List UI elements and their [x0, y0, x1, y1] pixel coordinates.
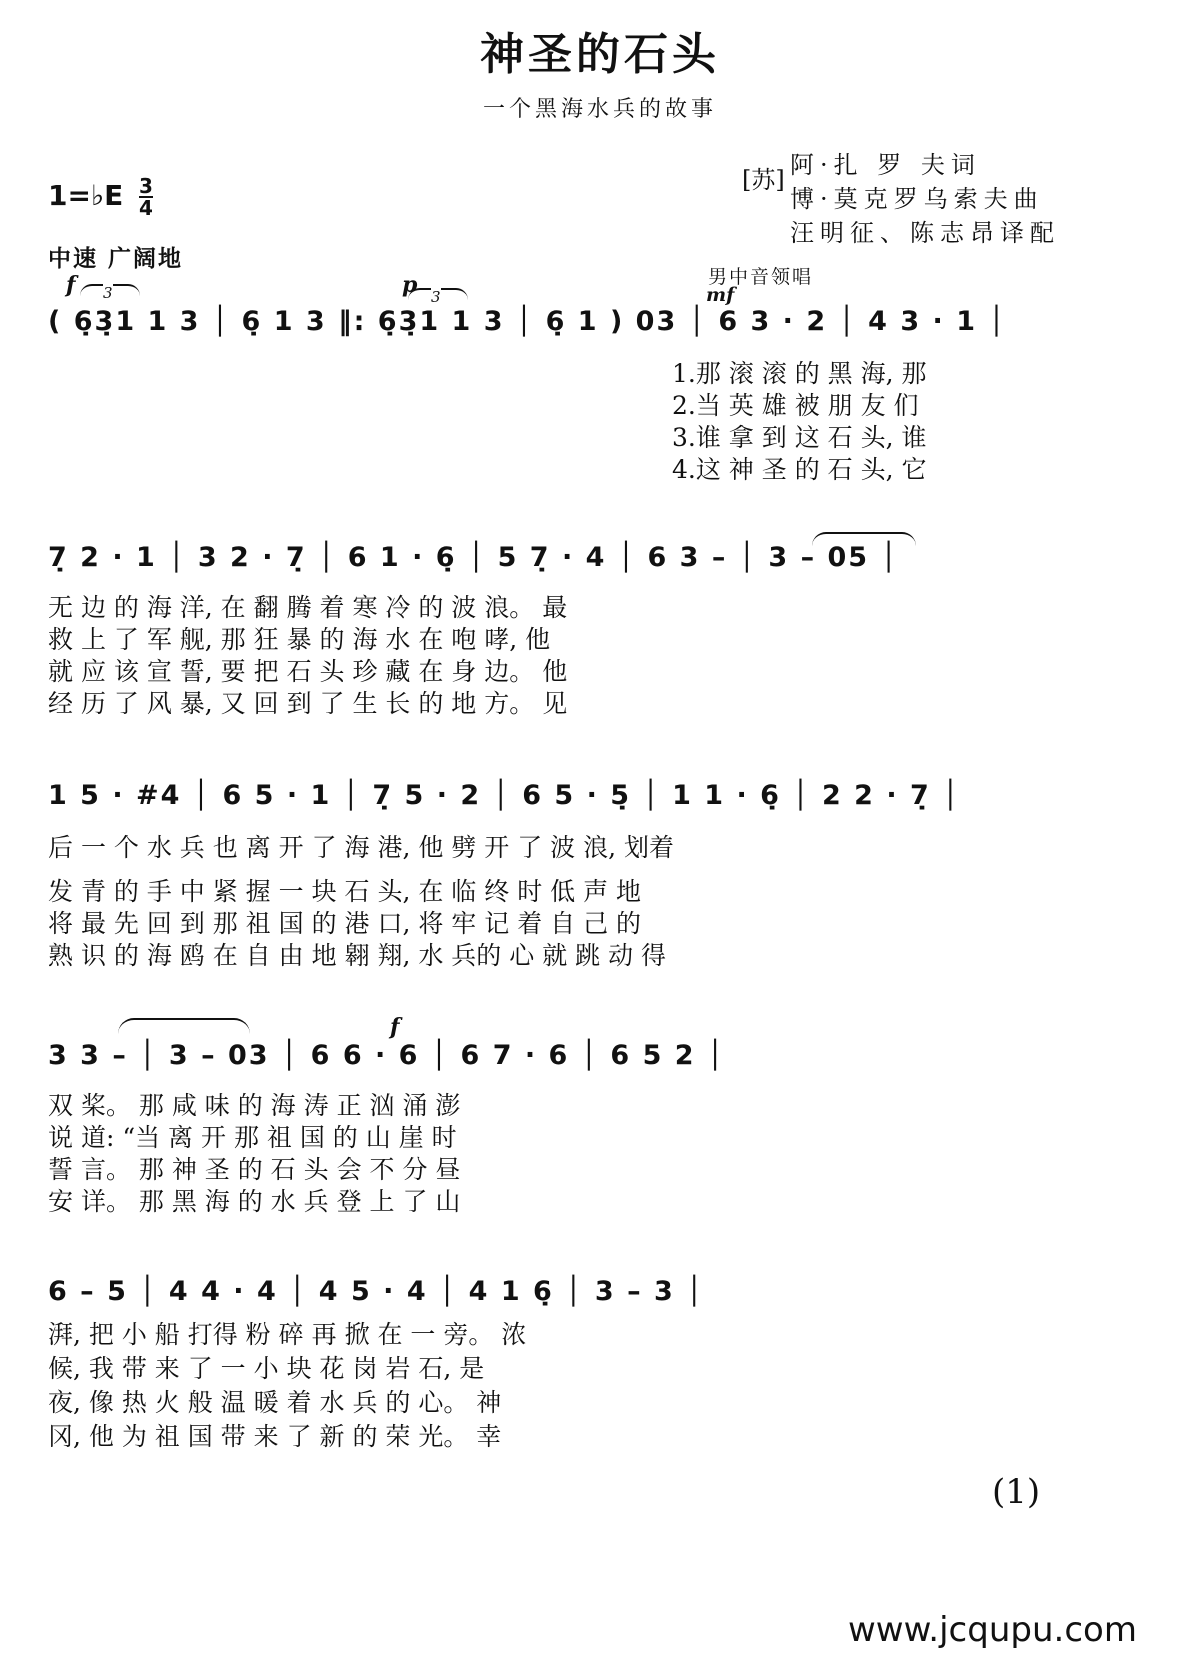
- credits-origin: [苏]: [742, 166, 785, 194]
- notation-row-4: 3 3 – │ 3 – 03 │ 6 6 · 6 │ 6 7 · 6 │ 6 5 2 │: [48, 1040, 726, 1071]
- notation-row-5: 6 – 5 │ 4 4 · 4 │ 4 5 · 4 │ 4 1 6̣ │ 3 – 3 │: [48, 1276, 705, 1307]
- lyric-line: 1.那 滚 滚 的 黑 海, 那: [672, 359, 927, 388]
- triplet-mark-2: 3: [431, 288, 441, 306]
- time-signature: [139, 176, 153, 218]
- key-signature: [48, 176, 153, 218]
- lyric-line: 双 桨。 那 咸 味 的 海 涛 正 汹 涌 澎: [48, 1091, 461, 1120]
- lyric-line: 说 道: “当 离 开 那 祖 国 的 山 崖 时: [48, 1123, 457, 1152]
- credits-block: [790, 148, 1060, 250]
- lyric-line: 候, 我 带 来 了 一 小 块 花 岗 岩 石, 是: [48, 1354, 485, 1383]
- lyric-line: 湃, 把 小 船 打得 粉 碎 再 掀 在 一 旁。 浓: [48, 1320, 527, 1349]
- page-number: (1): [992, 1472, 1041, 1512]
- credits-composer: 博·莫克罗乌索夫曲: [790, 185, 1044, 213]
- lyric-line: 就 应 该 宣 誓, 要 把 石 头 珍 藏 在 身 边。 他: [48, 657, 568, 686]
- tempo-marking: 中速 广阔地: [48, 245, 184, 272]
- time-signature-top: 3: [139, 174, 153, 198]
- notation-row-3: 1 5 · #4 │ 6 5 · 1 │ 7̣ 5 · 2 │ 6 5 · 5̣ │ 1 1 · 6̣ │ 2 2 · 7̣ │: [48, 780, 961, 811]
- lyric-line: 发 青 的 手 中 紧 握 一 块 石 头, 在 临 终 时 低 声 地: [48, 877, 642, 906]
- lyric-line: 4.这 神 圣 的 石 头, 它: [672, 455, 927, 484]
- dynamic-p: p: [402, 272, 418, 298]
- lyrics-row-2: [48, 592, 567, 720]
- notation-row-2: 7̣ 2 · 1 │ 3 2 · 7̣ │ 6 1 · 6̣ │ 5 7̣ · 4 │ 6 3 – │ 3 – 05 │: [48, 542, 899, 573]
- lead-voice-label: 男中音领唱: [708, 266, 814, 288]
- dynamic-f-1: f: [66, 272, 76, 298]
- page-title: 神圣的石头: [480, 29, 720, 80]
- time-signature-bottom: 4: [139, 196, 153, 220]
- lyrics-row-4: [48, 1090, 460, 1218]
- lyric-line: 夜, 像 热 火 般 温 暖 着 水 兵 的 心。 神: [48, 1388, 502, 1417]
- credits-translators: 汪明征、陈志昂译配: [790, 219, 1060, 247]
- lyric-line: 无 边 的 海 洋, 在 翻 腾 着 寒 冷 的 波 浪。 最: [48, 593, 568, 622]
- notation-row-1: ( 6̣3̣1 1 3 │ 6̣ 1 3 ‖: 6̣3̣1 1 3 │ 6̣ 1 ) 03 │ 6 3 · 2 │ 4 3 · 1 │: [48, 306, 1007, 337]
- lyric-line: 熟 识 的 海 鸥 在 自 由 地 翱 翔, 水 兵的 心 就 跳 动 得: [48, 941, 667, 970]
- lyric-line: 誓 言。 那 神 圣 的 石 头 会 不 分 昼: [48, 1155, 461, 1184]
- lyric-line: 将 最 先 回 到 那 祖 国 的 港 口, 将 牢 记 着 自 己 的: [48, 909, 642, 938]
- lyric-line: 冈, 他 为 祖 国 带 来 了 新 的 荣 光。 幸: [48, 1422, 502, 1451]
- lyrics-row-3: [48, 828, 674, 972]
- lyric-line: 后 一 个 水 兵 也 离 开 了 海 港, 他 劈 开 了 波 浪, 划着: [48, 833, 674, 862]
- dynamic-mf: mf: [706, 284, 735, 306]
- dynamic-f-2: f: [390, 1014, 400, 1040]
- lyrics-row-1: [672, 358, 926, 486]
- lyric-line: 经 历 了 风 暴, 又 回 到 了 生 长 的 地 方。 见: [48, 689, 568, 718]
- triplet-mark-1: 3: [103, 284, 113, 302]
- lyrics-row-5: [48, 1318, 526, 1454]
- lyric-line: 3.谁 拿 到 这 石 头, 谁: [672, 423, 927, 452]
- watermark: www.jcqupu.com: [848, 1610, 1137, 1650]
- page-subtitle: 一个黑海水兵的故事: [482, 97, 717, 122]
- lyric-line: 2.当 英 雄 被 朋 友 们: [672, 391, 919, 420]
- lyric-line: 安 详。 那 黑 海 的 水 兵 登 上 了 山: [48, 1187, 461, 1216]
- credits-lyricist: 阿·扎 罗 夫词: [790, 151, 981, 179]
- key-signature-text: 1=♭E: [48, 179, 124, 212]
- tie-arc: [118, 1018, 250, 1034]
- lyric-line: 救 上 了 军 舰, 那 狂 暴 的 海 水 在 咆 哮, 他: [48, 625, 551, 654]
